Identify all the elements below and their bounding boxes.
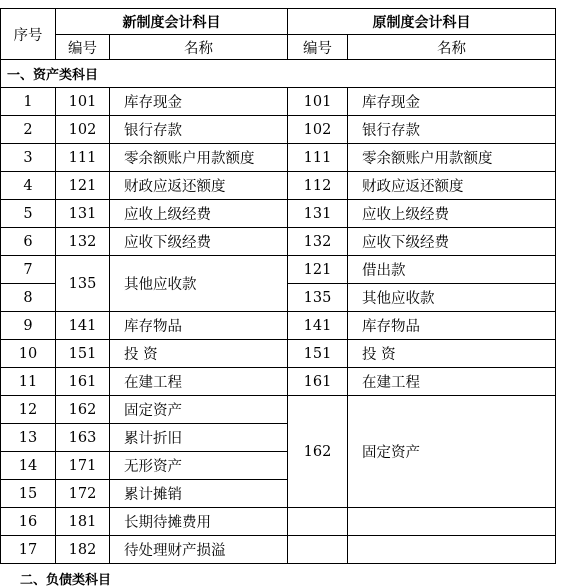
new-code-cell: 135 — [56, 256, 110, 312]
old-name-cell: 银行存款 — [348, 116, 556, 144]
table-row — [1, 396, 556, 424]
table-row — [1, 172, 556, 200]
seq-cell: 17 — [1, 536, 56, 564]
old-name-cell: 库存现金 — [348, 88, 556, 116]
old-name-cell: 在建工程 — [348, 368, 556, 396]
old-name-cell: 固定资产 — [348, 396, 556, 508]
seq-cell: 15 — [1, 480, 56, 508]
old-code-header: 编号 — [288, 35, 348, 60]
seq-cell: 8 — [1, 284, 56, 312]
new-name-header: 名称 — [110, 35, 288, 60]
old-name-cell: 借出款 — [348, 256, 556, 284]
section-title: 一、资产类科目 — [1, 60, 556, 88]
new-name-cell: 累计折旧 — [110, 424, 288, 452]
new-name-cell: 其他应收款 — [110, 256, 288, 312]
table-row — [1, 116, 556, 144]
old-code-cell — [288, 508, 348, 536]
old-system-header: 原制度会计科目 — [288, 9, 556, 35]
new-name-cell: 投 资 — [110, 340, 288, 368]
seq-cell: 1 — [1, 88, 56, 116]
new-name-cell: 库存物品 — [110, 312, 288, 340]
header-row-2 — [1, 35, 556, 60]
new-code-cell: 151 — [56, 340, 110, 368]
seq-cell: 13 — [1, 424, 56, 452]
new-name-cell: 固定资产 — [110, 396, 288, 424]
old-code-cell — [288, 536, 348, 564]
table-row — [1, 368, 556, 396]
old-name-cell: 财政应返还额度 — [348, 172, 556, 200]
new-code-cell: 181 — [56, 508, 110, 536]
account-mapping-table — [0, 8, 556, 564]
new-name-cell: 财政应返还额度 — [110, 172, 288, 200]
table-row — [1, 508, 556, 536]
next-section-title-cutoff: 二、负债类科目 — [20, 573, 112, 588]
new-code-cell: 102 — [56, 116, 110, 144]
old-code-cell: 102 — [288, 116, 348, 144]
old-name-cell: 应收下级经费 — [348, 228, 556, 256]
new-code-cell: 132 — [56, 228, 110, 256]
new-name-cell: 应收上级经费 — [110, 200, 288, 228]
old-code-cell: 135 — [288, 284, 348, 312]
seq-cell: 2 — [1, 116, 56, 144]
table-row — [1, 228, 556, 256]
new-name-cell: 应收下级经费 — [110, 228, 288, 256]
seq-cell: 5 — [1, 200, 56, 228]
table-row — [1, 88, 556, 116]
new-code-cell: 101 — [56, 88, 110, 116]
seq-cell: 10 — [1, 340, 56, 368]
new-name-cell: 在建工程 — [110, 368, 288, 396]
old-code-cell: 141 — [288, 312, 348, 340]
section-row — [1, 60, 556, 88]
old-code-cell: 112 — [288, 172, 348, 200]
table-row — [1, 256, 556, 284]
new-code-cell: 161 — [56, 368, 110, 396]
old-code-cell: 132 — [288, 228, 348, 256]
new-code-cell: 111 — [56, 144, 110, 172]
new-code-cell: 131 — [56, 200, 110, 228]
seq-cell: 7 — [1, 256, 56, 284]
old-name-cell — [348, 536, 556, 564]
new-code-cell: 162 — [56, 396, 110, 424]
seq-cell: 11 — [1, 368, 56, 396]
old-name-cell: 投 资 — [348, 340, 556, 368]
table-row — [1, 200, 556, 228]
new-code-cell: 172 — [56, 480, 110, 508]
seq-cell: 16 — [1, 508, 56, 536]
old-code-cell: 161 — [288, 368, 348, 396]
new-system-header: 新制度会计科目 — [56, 9, 288, 35]
new-code-cell: 171 — [56, 452, 110, 480]
table-row — [1, 144, 556, 172]
new-name-cell: 无形资产 — [110, 452, 288, 480]
old-code-cell: 151 — [288, 340, 348, 368]
old-name-cell: 零余额账户用款额度 — [348, 144, 556, 172]
seq-cell: 9 — [1, 312, 56, 340]
seq-cell: 12 — [1, 396, 56, 424]
seq-cell: 3 — [1, 144, 56, 172]
new-name-cell: 累计摊销 — [110, 480, 288, 508]
old-name-cell: 库存物品 — [348, 312, 556, 340]
old-code-cell: 131 — [288, 200, 348, 228]
old-code-cell: 101 — [288, 88, 348, 116]
new-name-cell: 零余额账户用款额度 — [110, 144, 288, 172]
new-code-cell: 163 — [56, 424, 110, 452]
new-code-cell: 121 — [56, 172, 110, 200]
new-name-cell: 银行存款 — [110, 116, 288, 144]
new-name-cell: 长期待摊费用 — [110, 508, 288, 536]
table-row — [1, 312, 556, 340]
old-code-cell: 162 — [288, 396, 348, 508]
seq-cell: 4 — [1, 172, 56, 200]
new-code-cell: 182 — [56, 536, 110, 564]
old-name-cell — [348, 508, 556, 536]
old-name-cell: 应收上级经费 — [348, 200, 556, 228]
seq-header: 序号 — [1, 9, 56, 60]
old-code-cell: 121 — [288, 256, 348, 284]
new-code-cell: 141 — [56, 312, 110, 340]
seq-cell: 6 — [1, 228, 56, 256]
old-code-cell: 111 — [288, 144, 348, 172]
new-code-header: 编号 — [56, 35, 110, 60]
new-name-cell: 待处理财产损溢 — [110, 536, 288, 564]
table-row — [1, 536, 556, 564]
old-name-cell: 其他应收款 — [348, 284, 556, 312]
old-name-header: 名称 — [348, 35, 556, 60]
header-row-1 — [1, 9, 556, 35]
new-name-cell: 库存现金 — [110, 88, 288, 116]
seq-cell: 14 — [1, 452, 56, 480]
table-row — [1, 340, 556, 368]
